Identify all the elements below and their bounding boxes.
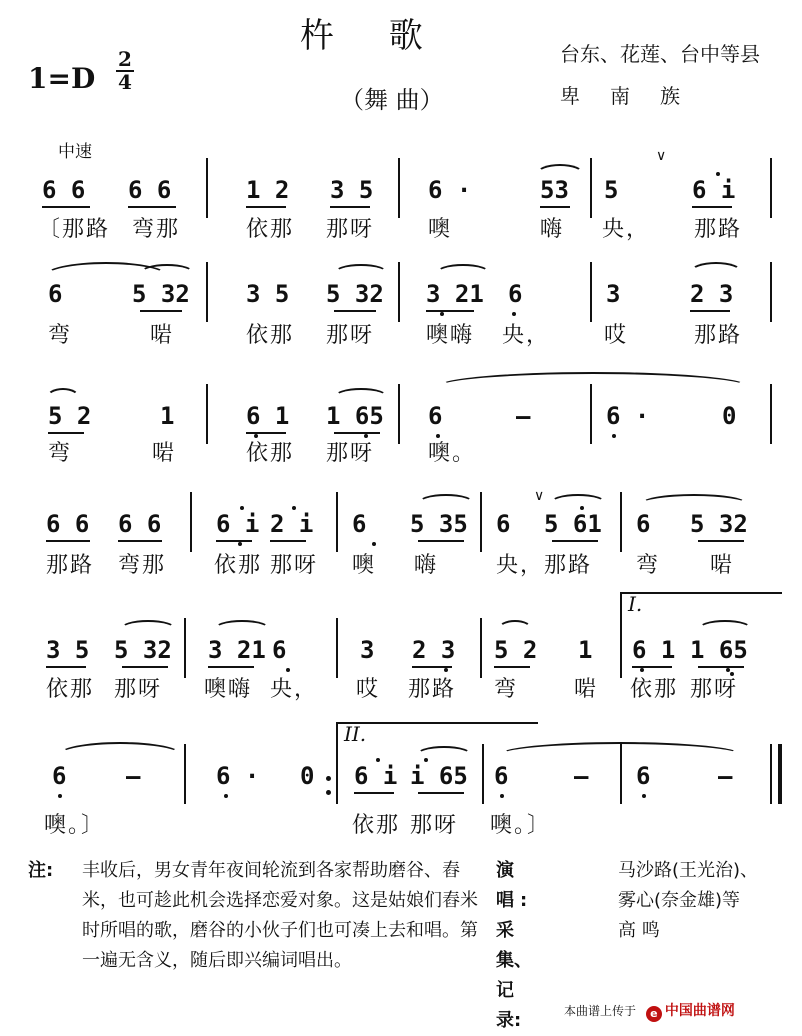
note-group: 6 i bbox=[216, 510, 260, 538]
slur-mark bbox=[334, 388, 388, 406]
slur-mark bbox=[140, 264, 194, 282]
beam-underline bbox=[216, 540, 252, 542]
octave-dot bbox=[730, 672, 734, 676]
lyric-syllable: 哎 bbox=[356, 677, 381, 702]
breath-mark: ∨ bbox=[656, 148, 667, 164]
beam-underline bbox=[128, 206, 176, 208]
octave-dot bbox=[364, 434, 368, 438]
beam-underline bbox=[46, 666, 86, 668]
lyric-syllable: 噢 bbox=[352, 553, 377, 578]
barline bbox=[770, 158, 772, 218]
lyric-syllable: 啱 bbox=[574, 677, 599, 702]
slur-mark bbox=[498, 620, 532, 638]
note-group: 6 bbox=[496, 510, 511, 538]
barline bbox=[590, 262, 592, 322]
note-group: 5 61 bbox=[544, 510, 602, 538]
note-group: i 65 bbox=[410, 762, 468, 790]
beam-underline bbox=[692, 206, 732, 208]
lyric-syllable: 弯那 bbox=[132, 217, 181, 242]
lyric-syllable: 那路 bbox=[544, 553, 593, 578]
octave-dot bbox=[254, 434, 258, 438]
volta-second-label: II. bbox=[344, 722, 367, 746]
beam-underline bbox=[698, 540, 744, 542]
octave-dot bbox=[612, 434, 616, 438]
lyric-syllable: 啱 bbox=[150, 323, 175, 348]
note-group: 53 bbox=[540, 176, 569, 204]
song-subtitle: （舞 曲） bbox=[340, 86, 444, 114]
barline bbox=[184, 618, 186, 678]
barline bbox=[480, 618, 482, 678]
octave-dot bbox=[440, 312, 444, 316]
singer-name-2: 雾心(奈金雄)等 bbox=[618, 890, 741, 911]
octave-dot bbox=[292, 506, 296, 510]
meter-bottom: 4 bbox=[118, 70, 132, 94]
note-group: 5 32 bbox=[690, 510, 748, 538]
note-group: 6 6 bbox=[42, 176, 86, 204]
footer-text: 本曲谱上传于 bbox=[564, 1004, 637, 1018]
beam-underline bbox=[690, 310, 730, 312]
collector-label: 采集、记录: bbox=[496, 920, 532, 1031]
note-group: 6 bbox=[494, 762, 509, 790]
note-group: 3 bbox=[606, 280, 621, 308]
octave-dot bbox=[424, 758, 428, 762]
beam-underline bbox=[552, 540, 598, 542]
barline bbox=[398, 262, 400, 322]
note-group: 6 bbox=[636, 510, 651, 538]
barline bbox=[190, 492, 192, 552]
barline bbox=[770, 262, 772, 322]
octave-dot bbox=[500, 794, 504, 798]
lyric-syllable: 那呀 bbox=[114, 677, 163, 702]
note-group: 1 65 bbox=[326, 402, 384, 430]
lyric-syllable: 啱 bbox=[710, 553, 735, 578]
lyric-syllable: 嗨 bbox=[414, 553, 439, 578]
footer-credit bbox=[564, 1000, 735, 1022]
barline bbox=[770, 384, 772, 444]
octave-dot bbox=[240, 506, 244, 510]
note-group: 6 6 bbox=[128, 176, 172, 204]
meter-top: 2 bbox=[118, 47, 132, 71]
lyric-syllable: 弯 bbox=[48, 323, 73, 348]
volta-first-label: I. bbox=[628, 592, 643, 616]
note-group: 6 i bbox=[692, 176, 736, 204]
note-group: 6 · bbox=[606, 402, 650, 430]
note-group: 3 21 bbox=[426, 280, 484, 308]
slur-mark bbox=[214, 620, 270, 638]
octave-dot bbox=[444, 668, 448, 672]
lyric-syllable: 那呀 bbox=[326, 217, 375, 242]
volta-second-ending bbox=[336, 722, 538, 754]
octave-dot bbox=[436, 434, 440, 438]
note-group: 0 bbox=[300, 762, 315, 790]
octave-dot bbox=[238, 542, 242, 546]
barline bbox=[398, 384, 400, 444]
slur-mark bbox=[58, 742, 182, 768]
beam-underline bbox=[334, 432, 380, 434]
slur-mark bbox=[418, 494, 474, 512]
lyric-syllable: 那路 bbox=[694, 323, 743, 348]
note-group: 3 5 bbox=[246, 280, 290, 308]
lyric-syllable: 那呀 bbox=[270, 553, 319, 578]
note-group: 6 bbox=[272, 636, 287, 664]
lyric-syllable: 那路 bbox=[408, 677, 457, 702]
octave-dot bbox=[642, 794, 646, 798]
slur-mark bbox=[536, 164, 584, 184]
note-group: 6 6 bbox=[46, 510, 90, 538]
notes-label: 注: bbox=[28, 860, 54, 881]
note-group: 1 65 bbox=[690, 636, 748, 664]
lyric-syllable: 啱 bbox=[152, 441, 177, 466]
beam-underline bbox=[334, 310, 376, 312]
note-group: – bbox=[126, 762, 141, 790]
beam-underline bbox=[494, 666, 530, 668]
beam-underline bbox=[354, 792, 394, 794]
lyric-syllable: 依那 bbox=[214, 553, 263, 578]
barline bbox=[480, 492, 482, 552]
song-origin: 台东、花莲、台中等县 bbox=[560, 42, 760, 66]
slur-mark bbox=[690, 262, 742, 282]
note-group: 2 i bbox=[270, 510, 314, 538]
slur-mark bbox=[120, 620, 176, 638]
site-logo[interactable] bbox=[646, 1003, 735, 1019]
beam-underline bbox=[426, 310, 474, 312]
lyric-syllable: 那路 bbox=[46, 553, 95, 578]
notes-text: 丰收后，男女青年夜间轮流到各家帮助磨谷、舂米，也可趁此机会选择恋爱对象。这是姑娘们舂米时所唱的歌，磨谷的小伙子们也可凑上去和唱。第一遍无含义，随后即兴编词唱出。 bbox=[82, 860, 478, 971]
beam-underline bbox=[632, 666, 672, 668]
lyric-syllable: 弯那 bbox=[118, 553, 167, 578]
lyric-syllable: 依那 bbox=[246, 323, 295, 348]
octave-dot bbox=[224, 794, 228, 798]
tempo-marking: 中速 bbox=[58, 142, 92, 162]
note-group: 6 bbox=[52, 762, 67, 790]
beam-underline bbox=[270, 540, 306, 542]
beam-underline bbox=[540, 206, 570, 208]
note-group: 5 32 bbox=[114, 636, 172, 664]
note-group: 3 bbox=[360, 636, 375, 664]
octave-dot bbox=[640, 668, 644, 672]
beam-underline bbox=[418, 792, 464, 794]
lyric-syllable: 那呀 bbox=[326, 441, 375, 466]
lyric-syllable: 弯 bbox=[48, 441, 73, 466]
lyric-syllable: 噢 bbox=[428, 217, 453, 242]
barline bbox=[206, 158, 208, 218]
lyric-syllable: 那呀 bbox=[410, 813, 459, 838]
note-group: 1 bbox=[578, 636, 593, 664]
barline bbox=[590, 158, 592, 218]
octave-dot bbox=[372, 542, 376, 546]
note-group: 3 21 bbox=[208, 636, 266, 664]
singer-name-1: 马沙路(王光治)、 bbox=[618, 860, 759, 881]
lyric-syllable: 弯 bbox=[636, 553, 661, 578]
collector-name: 高 鸣 bbox=[618, 920, 660, 941]
lyric-syllable: 那呀 bbox=[690, 677, 739, 702]
site-logo-text: 中国曲谱网 bbox=[664, 1003, 735, 1019]
note-group: 5 32 bbox=[132, 280, 190, 308]
octave-dot bbox=[58, 794, 62, 798]
note-group: 6 bbox=[48, 280, 63, 308]
lyric-syllable: 那呀 bbox=[326, 323, 375, 348]
octave-dot bbox=[580, 506, 584, 510]
barline bbox=[620, 618, 622, 678]
beam-underline bbox=[46, 540, 90, 542]
lyric-syllable: 依那 bbox=[352, 813, 401, 838]
note-group: – bbox=[574, 762, 589, 790]
barline bbox=[336, 492, 338, 552]
lyric-syllable: 依那 bbox=[46, 677, 95, 702]
beam-underline bbox=[208, 666, 254, 668]
beam-underline bbox=[140, 310, 182, 312]
beam-underline bbox=[418, 540, 464, 542]
barline bbox=[206, 262, 208, 322]
note-group: 2 3 bbox=[690, 280, 734, 308]
lyric-syllable: 央， bbox=[270, 677, 319, 702]
beam-underline bbox=[246, 432, 286, 434]
note-group: 6 6 bbox=[118, 510, 162, 538]
beam-underline bbox=[118, 540, 162, 542]
beam-underline bbox=[48, 432, 84, 434]
beam-underline bbox=[698, 666, 744, 668]
lyric-syllable: 噢。 bbox=[428, 441, 477, 466]
slur-mark bbox=[334, 264, 388, 282]
key-signature: 1=D bbox=[28, 62, 96, 95]
lyric-syllable: 噢。〕 bbox=[44, 813, 106, 838]
note-group: 1 2 bbox=[246, 176, 290, 204]
note-group: 0 bbox=[722, 402, 737, 430]
note-group: 5 2 bbox=[48, 402, 92, 430]
barline bbox=[184, 744, 186, 804]
octave-dot bbox=[376, 758, 380, 762]
lyric-syllable: 噢嗨 bbox=[426, 323, 475, 348]
repeat-dot bbox=[326, 790, 331, 795]
slur-mark bbox=[550, 494, 606, 512]
note-group: 6 · bbox=[216, 762, 260, 790]
lyric-syllable: 噢嗨 bbox=[204, 677, 253, 702]
beam-underline bbox=[42, 206, 90, 208]
lyric-syllable: 央， bbox=[502, 323, 551, 348]
note-group: – bbox=[718, 762, 733, 790]
note-group: 3 5 bbox=[46, 636, 90, 664]
singer-label: 演唱: bbox=[496, 860, 534, 911]
barline bbox=[206, 384, 208, 444]
octave-dot bbox=[716, 172, 720, 176]
note-group: 6 1 bbox=[246, 402, 290, 430]
note-group: 6 1 bbox=[632, 636, 676, 664]
lyric-syllable: 央， bbox=[496, 553, 545, 578]
note-group: 6 bbox=[508, 280, 523, 308]
note-group: 6 i bbox=[354, 762, 398, 790]
lyric-syllable: 央， bbox=[602, 217, 651, 242]
slur-mark bbox=[640, 494, 748, 514]
beam-underline bbox=[246, 206, 286, 208]
slur-mark bbox=[436, 264, 490, 282]
lyric-syllable: 依那 bbox=[246, 441, 295, 466]
note-group: 6 bbox=[428, 402, 443, 430]
song-ethnic-group: 卑南族 bbox=[560, 84, 710, 108]
lyric-syllable: 嗨 bbox=[540, 217, 565, 242]
slur-mark bbox=[436, 372, 750, 402]
octave-dot bbox=[512, 312, 516, 316]
repeat-dot bbox=[326, 776, 331, 781]
note-group: 6 bbox=[352, 510, 367, 538]
note-group: 1 bbox=[160, 402, 175, 430]
note-group: 5 35 bbox=[410, 510, 468, 538]
lyric-syllable: 依那 bbox=[630, 677, 679, 702]
slur-mark bbox=[46, 388, 80, 408]
barline bbox=[620, 492, 622, 552]
lyric-syllable: 依那 bbox=[246, 217, 295, 242]
breath-mark: ∨ bbox=[534, 488, 545, 504]
lyric-syllable: 弯 bbox=[494, 677, 519, 702]
time-signature bbox=[116, 47, 134, 94]
lyric-syllable: 哎 bbox=[604, 323, 629, 348]
volta-first-ending bbox=[620, 592, 782, 624]
note-group: 5 32 bbox=[326, 280, 384, 308]
beam-underline bbox=[122, 666, 168, 668]
lyric-syllable: 噢。〕 bbox=[490, 813, 552, 838]
lyric-syllable: 〔那路 bbox=[38, 217, 111, 242]
lyric-syllable: 那路 bbox=[694, 217, 743, 242]
final-barline bbox=[770, 744, 782, 804]
beam-underline bbox=[330, 206, 370, 208]
note-group: 5 2 bbox=[494, 636, 538, 664]
note-group: – bbox=[516, 402, 531, 430]
song-title: 杵 歌 bbox=[300, 16, 445, 56]
barline bbox=[398, 158, 400, 218]
octave-dot bbox=[726, 668, 730, 672]
octave-dot bbox=[286, 668, 290, 672]
note-group: 5 bbox=[604, 176, 619, 204]
note-group: 2 3 bbox=[412, 636, 456, 664]
note-group: 6 · bbox=[428, 176, 472, 204]
site-logo-icon: e bbox=[646, 1006, 662, 1022]
barline bbox=[336, 618, 338, 678]
note-group: 6 bbox=[636, 762, 651, 790]
note-group: 3 5 bbox=[330, 176, 374, 204]
